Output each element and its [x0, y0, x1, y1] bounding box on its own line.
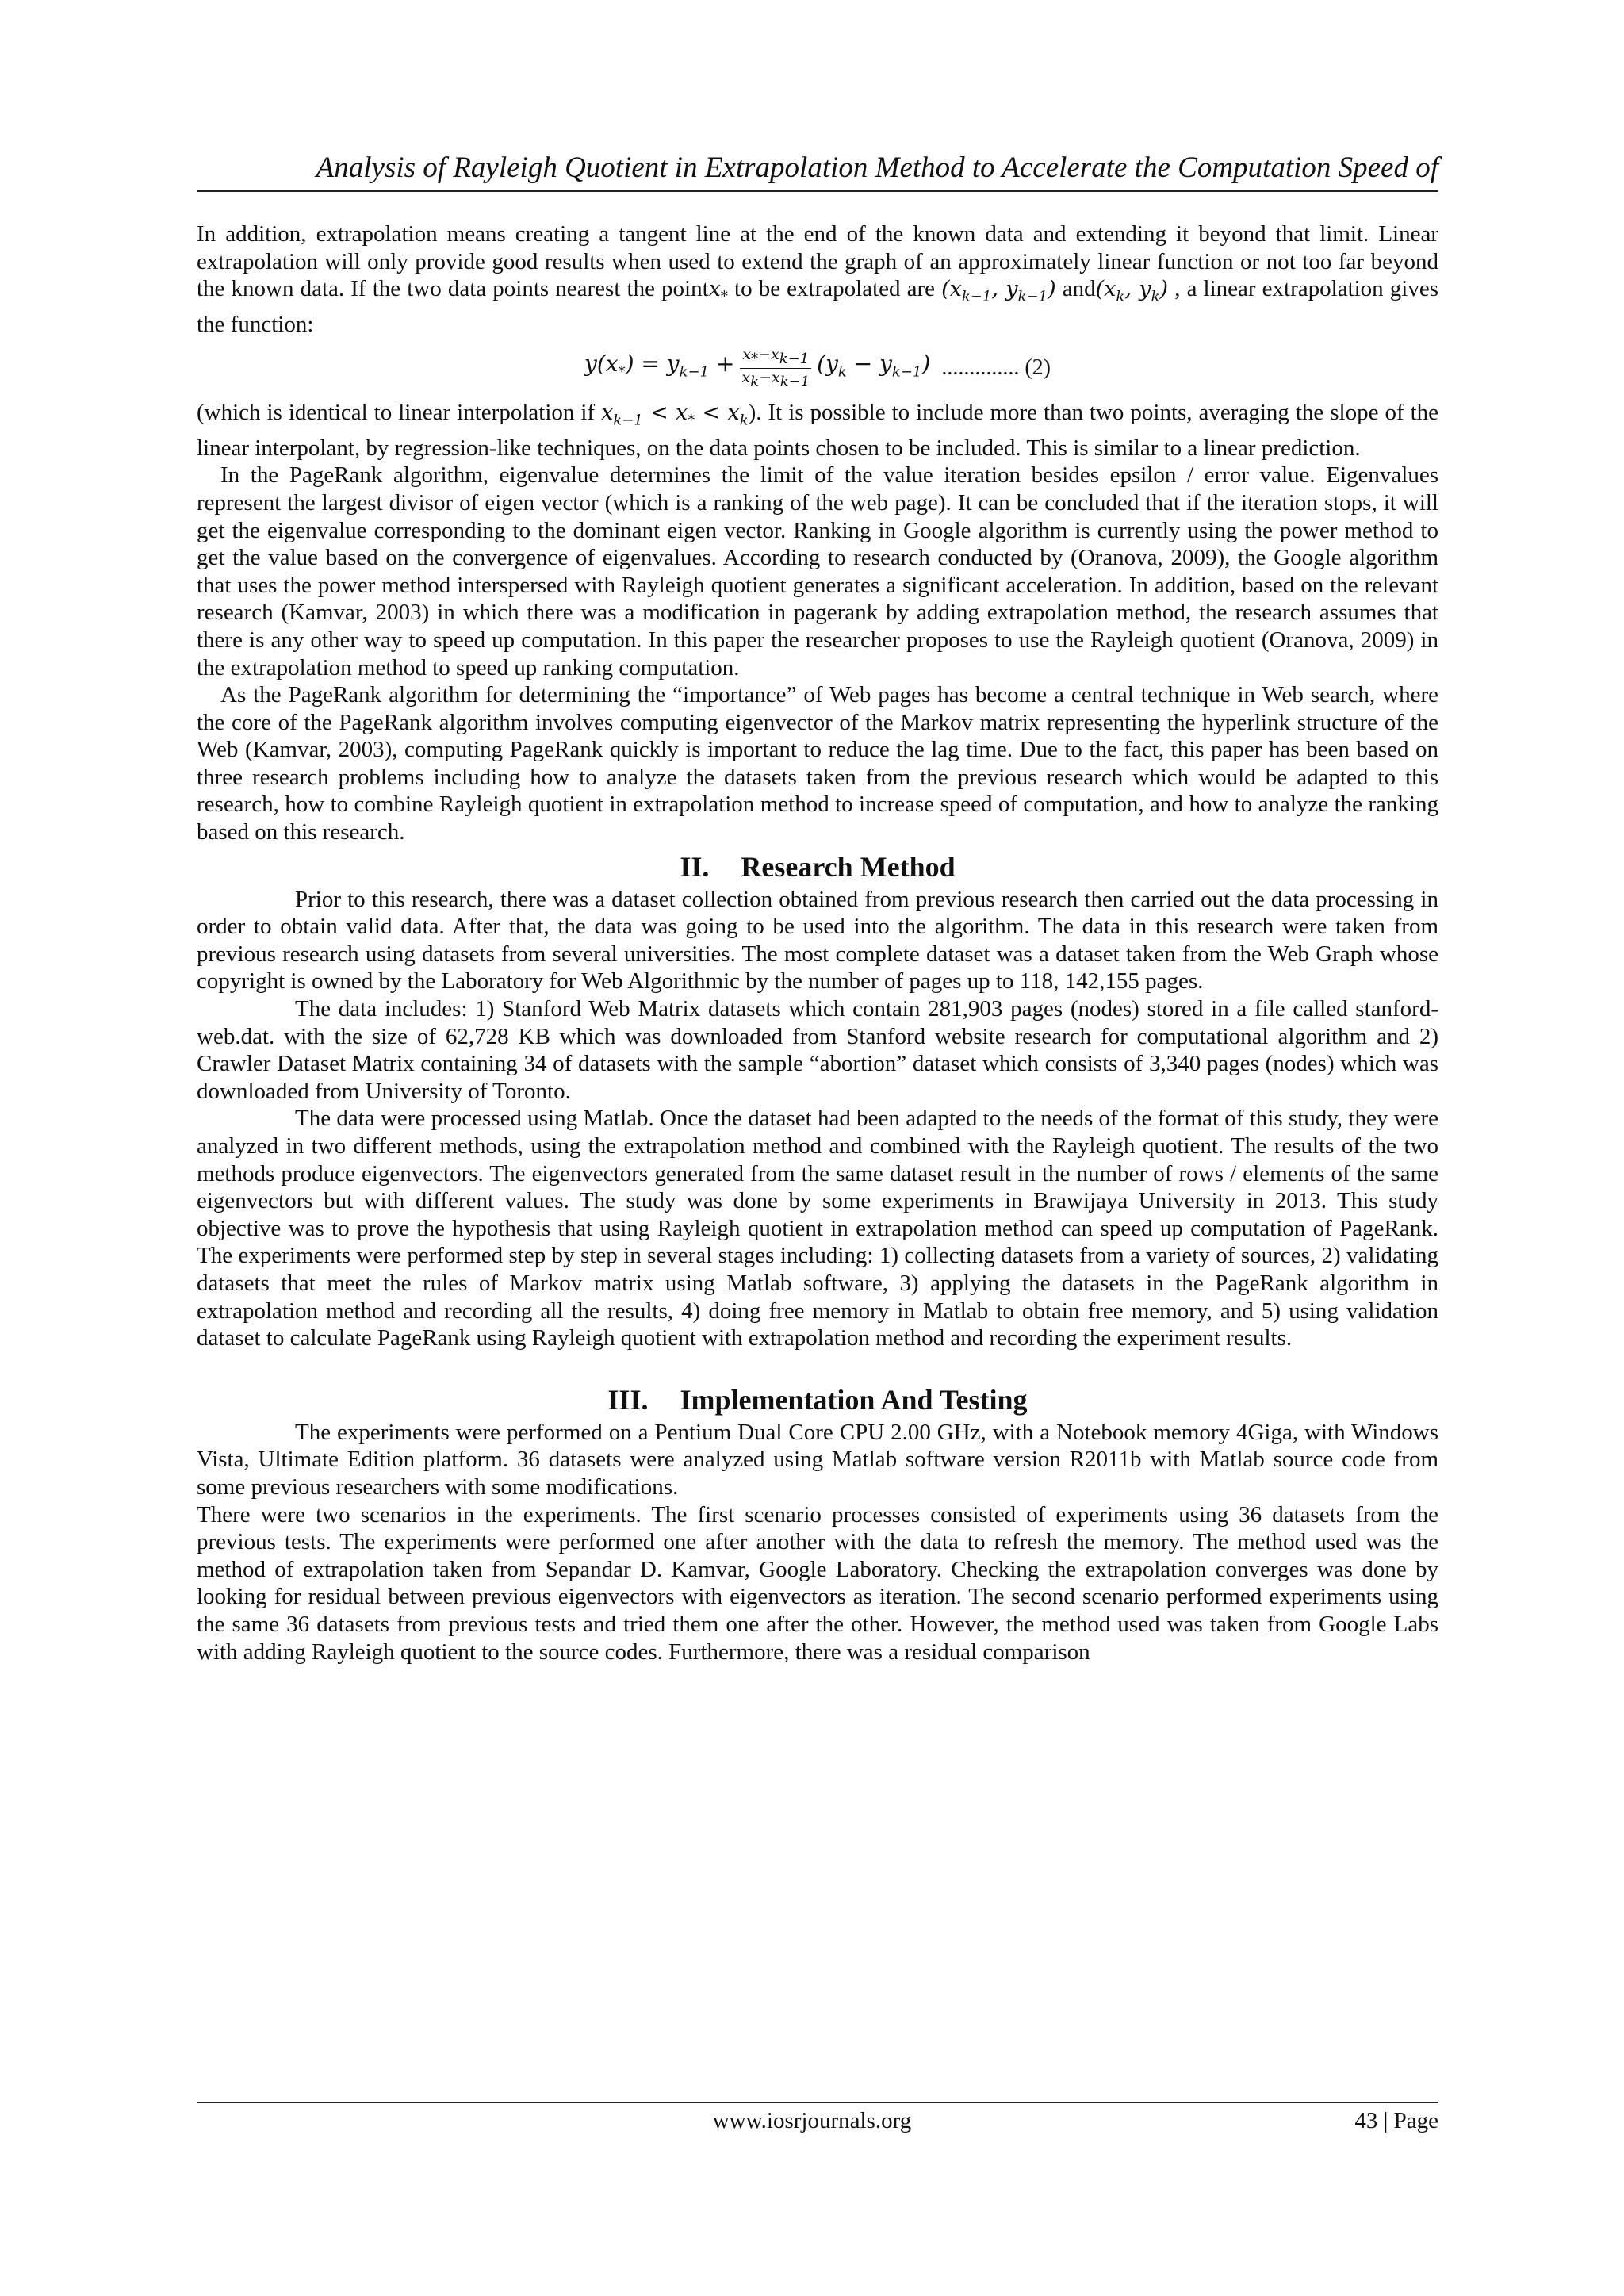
- paragraph-interpolation: (which is identical to linear interpolation if $x_{k-1} < x_* < x_k$). It is possible to include more than two points, averaging the slope of the linear interpolant, by regression-like techniques, on the data points chosen to be included. This is similar to a linear prediction.: [197, 399, 1439, 461]
- paragraph-scenarios: There were two scenarios in the experiments. The first scenario processes consisted of experiments using 36 datasets from the previous tests. The experiments were performed one after another with the data to refresh the memory. The method used was the method of extrapolation taken from Sepandar D. Kamvar, Google Laboratory. Checking the extrapolation converges was done by looking for residual between previous eigenvectors with eigenvectors as iteration. The second scenario performed experiments using the same 36 datasets from previous tests and tried them one after the other. However, the method used was taken from Google Labs with adding Rayleigh quotient to the source codes. Furthermore, there was a residual comparison: [197, 1501, 1438, 1665]
- equation-2: $y(x_*) = y_{k-1}$ + $\frac{x_*-x_{k-1}}{x_k-x_{k-1}}$ $(y_k - y_{k-1})$ .............. (2): [584, 346, 1051, 391]
- section-heading-implementation: III. Implementation And Testing: [607, 1383, 1028, 1416]
- footer-rule: [197, 2102, 1438, 2103]
- equation-fraction: $\frac{x_*-x_{k-1}}{x_k-x_{k-1}}$: [739, 346, 812, 391]
- equation-number: .............. (2): [941, 355, 1051, 381]
- footer-page-number: 43 | Page: [1354, 2108, 1438, 2133]
- math-point-k-minus-1: ($x_{k-1}$, $y_{k-1}$): [941, 277, 1056, 305]
- paragraph-experiment-setup: The experiments were performed on a Pentium Dual Core CPU 2.00 GHz, with a Notebook memory 4Giga, with Windows Vista, Ultimate Edition platform. 36 datasets were analyzed using Matlab software version R2011b with Matlab source code from some previous researchers with some modifications.: [197, 1419, 1438, 1500]
- paragraph-dataset-collection: Prior to this research, there was a dataset collection obtained from previous research then carried out the data processing in order to obtain valid data. After that, the data was going to be used into the algorithm. The data in this research were taken from previous research using datasets from several universities. The most complete dataset was a dataset taken from the Web Graph whose copyright is owned by the Laboratory for Web Algorithmic by the number of pages up to 118, 142,155 pages.: [197, 886, 1438, 995]
- running-title: Analysis of Rayleigh Quotient in Extrapolation Method to Accelerate the Computation Speed of: [316, 151, 1438, 184]
- paragraph-data-includes: The data includes: 1) Stanford Web Matrix datasets which contain 281,903 pages (nodes) stored in a file called stanford-web.dat. with the size of 62,728 KB which was downloaded from Stanford website research for computational algorithm and 2) Crawler Dataset Matrix containing 34 of datasets with the sample “abortion” dataset which consists of 3,340 pages (nodes) which was downloaded from University of Toronto.: [197, 996, 1438, 1104]
- paragraph-eigenvalue: In the PageRank algorithm, eigenvalue determines the limit of the value iteration besides epsilon / error value. Eigenvalues represent the largest divisor of eigen vector (which is a ranking of the web page). It can be concluded that if the iteration stops, it will get the eigenvalue corresponding to the dominant eigen vector. Ranking in Google algorithm is currently using the power method to get the value based on the convergence of eigenvalues. According to research conducted by (Oranova, 2009), the Google algorithm that uses the power method interspersed with Rayleigh quotient generates a significant acceleration. In addition, based on the relevant research (Kamvar, 2003) in which there was a modification in pagerank by adding extrapolation method, the research assumes that there is any other way to speed up computation. In this paper the researcher proposes to use the Rayleigh quotient (Oranova, 2009) in the extrapolation method to speed up ranking computation.: [197, 462, 1438, 680]
- math-point-k: ($x_k$, $y_k$): [1095, 277, 1169, 305]
- body-text: [197, 220, 1438, 1665]
- paragraph-extrapolation-intro: In addition, extrapolation means creating a tangent line at the end of the known data and extending it beyond that limit. Linear extrapolation will only provide good results when used to extend the graph of an approximately linear function or not too far beyond the known data. If the two data points nearest the pointx$_*$ to be extrapolated are ($x_{k-1}$, $y_{k-1}$) $and(x_k$, $y_k$) , a linear extrapolation gives the function:: [197, 221, 1439, 338]
- section-heading-research-method: II. Research Method: [680, 850, 956, 883]
- header-rule: [197, 190, 1438, 192]
- footer-url: www.iosrjournals.org: [712, 2108, 912, 2133]
- section-spacer: [197, 1352, 1438, 1379]
- math-x-star: $x_*$: [708, 277, 728, 305]
- paragraph-pagerank-importance: As the PageRank algorithm for determining the “importance” of Web pages has become a central technique in Web search, where the core of the PageRank algorithm involves computing eigenvector of the Markov matrix representing the hyperlink structure of the Web (Kamvar, 2003), computing PageRank quickly is important to reduce the lag time. Due to the fact, this paper has been based on three research problems including how to analyze the datasets taken from the previous research which would be adapted to this research, how to combine Rayleigh quotient in extrapolation method to increase speed of computation, and how to analyze the ranking based on this research.: [197, 682, 1438, 845]
- paragraph-matlab-processing: The data were processed using Matlab. Once the dataset had been adapted to the needs of the format of this study, they were analyzed in two different methods, using the extrapolation method and combined with the Rayleigh quotient. The results of the two methods produce eigenvectors. The eigenvectors generated from the same dataset result in the number of rows / elements of the same eigenvectors but with different values. The study was done by some experiments in Brawijaya University in 2013. This study objective was to prove the hypothesis that using Rayleigh quotient in extrapolation method can speed up computation of PageRank. The experiments were performed step by step in several stages including: 1) collecting datasets from a variety of sources, 2) validating datasets that meet the rules of Markov matrix using Matlab software, 3) applying the datasets in the PageRank algorithm in extrapolation method and recording all the results, 4) doing free memory in Matlab to obtain free memory, and 5) using validation dataset to calculate PageRank using Rayleigh quotient with extrapolation method and recording the experiment results.: [197, 1106, 1438, 1351]
- math-inequality: $x_{k-1} < x_* < x_k$: [601, 400, 749, 429]
